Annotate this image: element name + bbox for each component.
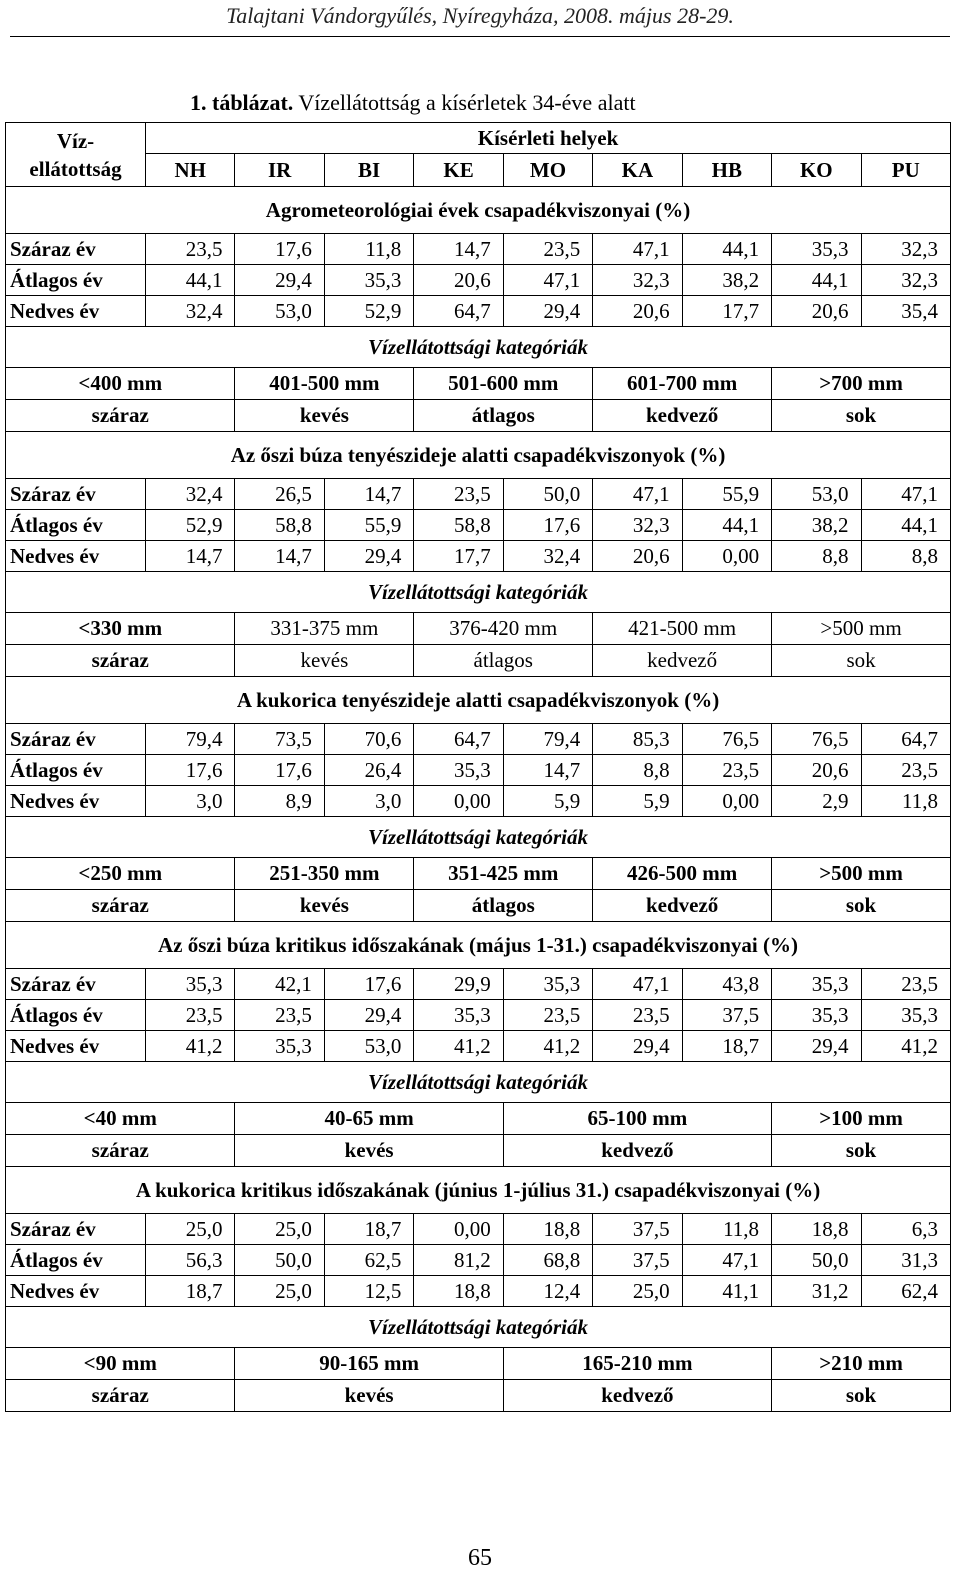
running-header: Talajtani Vándorgyűlés, Nyíregyháza, 2008. május 28-29. — [226, 3, 734, 28]
value-cell: 0,00 — [414, 786, 503, 817]
category-name: sok — [772, 890, 951, 922]
value-cell: 41,2 — [146, 1031, 235, 1062]
category-title-row — [6, 1062, 951, 1103]
category-range: 601-700 mm — [593, 368, 772, 400]
value-cell: 64,7 — [861, 724, 951, 755]
section-title-row — [6, 1167, 951, 1214]
value-cell: 11,8 — [324, 234, 413, 265]
value-cell: 8,8 — [861, 541, 951, 572]
value-cell: 8,9 — [235, 786, 324, 817]
category-name: száraz — [6, 400, 235, 432]
section-title: A kukorica kritikus időszakának (június 1-július 31.) csapadékviszonyai (%) — [6, 1167, 951, 1214]
value-cell: 17,6 — [503, 510, 592, 541]
table-caption — [190, 90, 636, 116]
category-title-row — [6, 1307, 951, 1348]
value-cell: 18,8 — [772, 1214, 861, 1245]
value-cell: 25,0 — [235, 1276, 324, 1307]
table-row — [6, 510, 951, 541]
table-row — [6, 1245, 951, 1276]
value-cell: 17,6 — [235, 755, 324, 786]
category-title-row — [6, 817, 951, 858]
value-cell: 55,9 — [682, 479, 771, 510]
value-cell: 53,0 — [235, 296, 324, 327]
section-title: Az őszi búza kritikus időszakának (május 1-31.) csapadékviszonyai (%) — [6, 922, 951, 969]
category-name: sok — [772, 1380, 951, 1412]
category-name: átlagos — [414, 400, 593, 432]
value-cell: 0,00 — [414, 1214, 503, 1245]
value-cell: 25,0 — [235, 1214, 324, 1245]
value-cell: 50,0 — [503, 479, 592, 510]
site-header: KA — [593, 154, 682, 187]
value-cell: 29,4 — [593, 1031, 682, 1062]
value-cell: 35,3 — [861, 1000, 951, 1031]
value-cell: 8,8 — [772, 541, 861, 572]
section-title-row — [6, 922, 951, 969]
value-cell: 29,9 — [414, 969, 503, 1000]
value-cell: 2,9 — [772, 786, 861, 817]
value-cell: 14,7 — [414, 234, 503, 265]
caption-label: 1. táblázat. — [190, 90, 294, 115]
year-type-label: Száraz év — [6, 969, 146, 1000]
value-cell: 35,3 — [772, 969, 861, 1000]
section-title: Az őszi búza tenyészideje alatti csapadékviszonyok (%) — [6, 432, 951, 479]
category-title-row — [6, 572, 951, 613]
value-cell: 58,8 — [235, 510, 324, 541]
year-type-label: Nedves év — [6, 296, 146, 327]
value-cell: 6,3 — [861, 1214, 951, 1245]
value-cell: 44,1 — [682, 234, 771, 265]
value-cell: 52,9 — [324, 296, 413, 327]
category-range: 165-210 mm — [503, 1348, 771, 1380]
value-cell: 70,6 — [324, 724, 413, 755]
site-header: KO — [772, 154, 861, 187]
value-cell: 20,6 — [593, 296, 682, 327]
header-divider — [10, 36, 950, 37]
sites-row — [6, 154, 951, 187]
value-cell: 5,9 — [503, 786, 592, 817]
category-range: 40-65 mm — [235, 1103, 503, 1135]
year-type-label: Átlagos év — [6, 510, 146, 541]
category-range: <40 mm — [6, 1103, 235, 1135]
site-header: NH — [146, 154, 235, 187]
value-cell: 5,9 — [593, 786, 682, 817]
table-row — [6, 296, 951, 327]
category-name: átlagos — [414, 890, 593, 922]
category-range: 351-425 mm — [414, 858, 593, 890]
value-cell: 35,3 — [414, 1000, 503, 1031]
year-type-label: Száraz év — [6, 1214, 146, 1245]
value-cell: 44,1 — [146, 265, 235, 296]
sites-title: Kísérleti helyek — [146, 123, 951, 154]
value-cell: 37,5 — [593, 1245, 682, 1276]
value-cell: 23,5 — [861, 755, 951, 786]
value-cell: 29,4 — [324, 1000, 413, 1031]
value-cell: 41,2 — [414, 1031, 503, 1062]
category-name: kevés — [235, 890, 414, 922]
value-cell: 20,6 — [593, 541, 682, 572]
value-cell: 37,5 — [682, 1000, 771, 1031]
value-cell: 64,7 — [414, 296, 503, 327]
value-cell: 20,6 — [772, 296, 861, 327]
category-range: >500 mm — [772, 613, 951, 645]
value-cell: 43,8 — [682, 969, 771, 1000]
value-cell: 56,3 — [146, 1245, 235, 1276]
table-row — [6, 234, 951, 265]
year-type-label: Átlagos év — [6, 1245, 146, 1276]
category-title: Vízellátottsági kategóriák — [6, 1307, 951, 1348]
year-type-label: Száraz év — [6, 479, 146, 510]
value-cell: 26,5 — [235, 479, 324, 510]
category-range-row — [6, 613, 951, 645]
category-name: kevés — [235, 645, 414, 677]
category-name: kedvező — [593, 645, 772, 677]
table-row — [6, 1031, 951, 1062]
year-type-label: Száraz év — [6, 724, 146, 755]
value-cell: 18,8 — [414, 1276, 503, 1307]
value-cell: 23,5 — [235, 1000, 324, 1031]
category-name: kevés — [235, 400, 414, 432]
section-title-row — [6, 432, 951, 479]
category-name-row — [6, 890, 951, 922]
category-name: kedvező — [503, 1380, 771, 1412]
value-cell: 29,4 — [503, 296, 592, 327]
value-cell: 62,4 — [861, 1276, 951, 1307]
value-cell: 31,3 — [861, 1245, 951, 1276]
site-header: BI — [324, 154, 413, 187]
value-cell: 41,1 — [682, 1276, 771, 1307]
value-cell: 17,7 — [414, 541, 503, 572]
category-range: <90 mm — [6, 1348, 235, 1380]
category-name-row — [6, 1135, 951, 1167]
year-type-label: Nedves év — [6, 541, 146, 572]
value-cell: 50,0 — [772, 1245, 861, 1276]
value-cell: 58,8 — [414, 510, 503, 541]
category-name: száraz — [6, 645, 235, 677]
category-range: >500 mm — [772, 858, 951, 890]
category-title-row — [6, 327, 951, 368]
section-title-row — [6, 677, 951, 724]
value-cell: 25,0 — [146, 1214, 235, 1245]
value-cell: 18,8 — [503, 1214, 592, 1245]
value-cell: 17,6 — [324, 969, 413, 1000]
year-type-label: Nedves év — [6, 786, 146, 817]
value-cell: 17,6 — [146, 755, 235, 786]
value-cell: 14,7 — [503, 755, 592, 786]
value-cell: 44,1 — [682, 510, 771, 541]
value-cell: 29,4 — [324, 541, 413, 572]
data-table — [5, 122, 951, 1412]
value-cell: 23,5 — [682, 755, 771, 786]
year-type-label: Nedves év — [6, 1031, 146, 1062]
value-cell: 29,4 — [772, 1031, 861, 1062]
value-cell: 47,1 — [593, 969, 682, 1000]
category-title: Vízellátottsági kategóriák — [6, 817, 951, 858]
value-cell: 12,4 — [503, 1276, 592, 1307]
value-cell: 44,1 — [861, 510, 951, 541]
value-cell: 35,3 — [235, 1031, 324, 1062]
value-cell: 23,5 — [593, 1000, 682, 1031]
category-name: kedvező — [593, 890, 772, 922]
value-cell: 35,3 — [503, 969, 592, 1000]
value-cell: 25,0 — [593, 1276, 682, 1307]
value-cell: 47,1 — [682, 1245, 771, 1276]
value-cell: 47,1 — [593, 234, 682, 265]
year-type-label: Átlagos év — [6, 755, 146, 786]
table-row — [6, 1214, 951, 1245]
year-type-label: Átlagos év — [6, 1000, 146, 1031]
category-range: 65-100 mm — [503, 1103, 771, 1135]
value-cell: 3,0 — [324, 786, 413, 817]
value-cell: 8,8 — [593, 755, 682, 786]
page-number: 65 — [468, 1545, 492, 1571]
table-row — [6, 1276, 951, 1307]
category-name: kevés — [235, 1380, 503, 1412]
category-range: >100 mm — [772, 1103, 951, 1135]
value-cell: 32,4 — [146, 479, 235, 510]
table-row — [6, 479, 951, 510]
category-range: <400 mm — [6, 368, 235, 400]
value-cell: 53,0 — [772, 479, 861, 510]
category-name: sok — [772, 400, 951, 432]
value-cell: 64,7 — [414, 724, 503, 755]
value-cell: 47,1 — [503, 265, 592, 296]
category-range: 251-350 mm — [235, 858, 414, 890]
value-cell: 47,1 — [593, 479, 682, 510]
section-title-row — [6, 187, 951, 234]
category-range: 376-420 mm — [414, 613, 593, 645]
category-name: száraz — [6, 890, 235, 922]
category-range: 90-165 mm — [235, 1348, 503, 1380]
category-name-row — [6, 645, 951, 677]
value-cell: 23,5 — [503, 234, 592, 265]
value-cell: 35,3 — [772, 234, 861, 265]
value-cell: 32,4 — [146, 296, 235, 327]
value-cell: 0,00 — [682, 786, 771, 817]
value-cell: 32,4 — [503, 541, 592, 572]
value-cell: 62,5 — [324, 1245, 413, 1276]
value-cell: 17,7 — [682, 296, 771, 327]
category-name: száraz — [6, 1135, 235, 1167]
category-title: Vízellátottsági kategóriák — [6, 572, 951, 613]
section-title: A kukorica tenyészideje alatti csapadékviszonyok (%) — [6, 677, 951, 724]
year-type-label: Átlagos év — [6, 265, 146, 296]
value-cell: 50,0 — [235, 1245, 324, 1276]
category-range: 401-500 mm — [235, 368, 414, 400]
site-header: MO — [503, 154, 592, 187]
value-cell: 38,2 — [772, 510, 861, 541]
value-cell: 41,2 — [503, 1031, 592, 1062]
category-title: Vízellátottsági kategóriák — [6, 327, 951, 368]
site-header: IR — [235, 154, 324, 187]
category-name: kedvező — [593, 400, 772, 432]
value-cell: 31,2 — [772, 1276, 861, 1307]
value-cell: 37,5 — [593, 1214, 682, 1245]
category-name: sok — [772, 1135, 951, 1167]
category-range: <250 mm — [6, 858, 235, 890]
value-cell: 18,7 — [324, 1214, 413, 1245]
value-cell: 20,6 — [772, 755, 861, 786]
table-row — [6, 541, 951, 572]
value-cell: 29,4 — [235, 265, 324, 296]
category-range-row — [6, 1103, 951, 1135]
value-cell: 14,7 — [146, 541, 235, 572]
value-cell: 55,9 — [324, 510, 413, 541]
category-range: 501-600 mm — [414, 368, 593, 400]
category-name-row — [6, 400, 951, 432]
year-type-label: Nedves év — [6, 1276, 146, 1307]
category-range: 426-500 mm — [593, 858, 772, 890]
category-range-row — [6, 858, 951, 890]
value-cell: 18,7 — [146, 1276, 235, 1307]
category-range: >210 mm — [772, 1348, 951, 1380]
value-cell: 35,3 — [324, 265, 413, 296]
category-title: Vízellátottsági kategóriák — [6, 1062, 951, 1103]
value-cell: 3,0 — [146, 786, 235, 817]
category-name: sok — [772, 645, 951, 677]
category-range: >700 mm — [772, 368, 951, 400]
category-range: 331-375 mm — [235, 613, 414, 645]
value-cell: 32,3 — [593, 510, 682, 541]
value-cell: 85,3 — [593, 724, 682, 755]
category-name: száraz — [6, 1380, 235, 1412]
value-cell: 47,1 — [861, 479, 951, 510]
row-label-line-1: Víz- — [56, 128, 95, 153]
value-cell: 11,8 — [861, 786, 951, 817]
category-name: átlagos — [414, 645, 593, 677]
table-row — [6, 786, 951, 817]
category-range: 421-500 mm — [593, 613, 772, 645]
value-cell: 32,3 — [861, 265, 951, 296]
row-label-line-2: ellátottság — [29, 156, 122, 181]
value-cell: 68,8 — [503, 1245, 592, 1276]
category-name: kedvező — [503, 1135, 771, 1167]
table-row — [6, 755, 951, 786]
site-header: HB — [682, 154, 771, 187]
value-cell: 52,9 — [146, 510, 235, 541]
value-cell: 14,7 — [324, 479, 413, 510]
value-cell: 14,7 — [235, 541, 324, 572]
value-cell: 20,6 — [414, 265, 503, 296]
value-cell: 73,5 — [235, 724, 324, 755]
table-row — [6, 1000, 951, 1031]
year-type-label: Száraz év — [6, 234, 146, 265]
value-cell: 76,5 — [772, 724, 861, 755]
value-cell: 81,2 — [414, 1245, 503, 1276]
table-row — [6, 724, 951, 755]
value-cell: 53,0 — [324, 1031, 413, 1062]
value-cell: 79,4 — [503, 724, 592, 755]
value-cell: 35,4 — [861, 296, 951, 327]
value-cell: 23,5 — [861, 969, 951, 1000]
value-cell: 26,4 — [324, 755, 413, 786]
value-cell: 23,5 — [146, 1000, 235, 1031]
value-cell: 44,1 — [772, 265, 861, 296]
value-cell: 23,5 — [146, 234, 235, 265]
site-header: KE — [414, 154, 503, 187]
value-cell: 0,00 — [682, 541, 771, 572]
caption-text: Vízellátottság a kísérletek 34-éve alatt — [298, 90, 636, 115]
table-row — [6, 265, 951, 296]
value-cell: 35,3 — [414, 755, 503, 786]
category-range-row — [6, 1348, 951, 1380]
site-header: PU — [861, 154, 951, 187]
section-title: Agrometeorológiai évek csapadékviszonyai (%) — [6, 187, 951, 234]
value-cell: 79,4 — [146, 724, 235, 755]
value-cell: 11,8 — [682, 1214, 771, 1245]
value-cell: 35,3 — [772, 1000, 861, 1031]
category-range-row — [6, 368, 951, 400]
value-cell: 41,2 — [861, 1031, 951, 1062]
value-cell: 38,2 — [682, 265, 771, 296]
value-cell: 42,1 — [235, 969, 324, 1000]
row-label-header — [6, 123, 146, 187]
value-cell: 32,3 — [861, 234, 951, 265]
category-range: <330 mm — [6, 613, 235, 645]
category-name: kevés — [235, 1135, 503, 1167]
value-cell: 17,6 — [235, 234, 324, 265]
table-row — [6, 969, 951, 1000]
value-cell: 23,5 — [414, 479, 503, 510]
value-cell: 76,5 — [682, 724, 771, 755]
value-cell: 18,7 — [682, 1031, 771, 1062]
value-cell: 23,5 — [503, 1000, 592, 1031]
value-cell: 35,3 — [146, 969, 235, 1000]
value-cell: 12,5 — [324, 1276, 413, 1307]
category-name-row — [6, 1380, 951, 1412]
value-cell: 32,3 — [593, 265, 682, 296]
header-row — [6, 123, 951, 154]
